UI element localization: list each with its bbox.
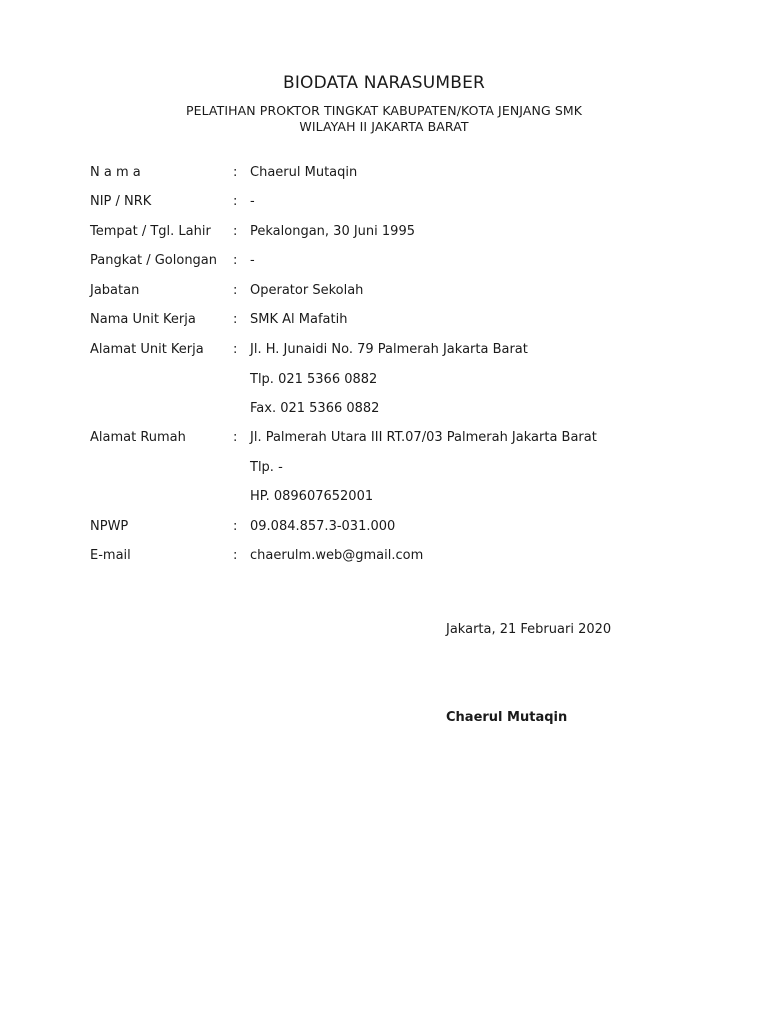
field-separator: : (233, 312, 238, 327)
field-label: NIP / NRK (90, 194, 152, 209)
field-value: - (250, 253, 255, 268)
field-separator: : (233, 548, 238, 563)
field-value: Tlp. 021 5366 0882 (250, 372, 378, 387)
field-label: Pangkat / Golongan (90, 253, 218, 268)
field-value: Pekalongan, 30 Juni 1995 (250, 224, 415, 239)
field-label: E-mail (90, 548, 131, 563)
field-label: NPWP (90, 519, 129, 534)
field-separator: : (233, 430, 238, 445)
document-subtitle-line2: WILAYAH II JAKARTA BARAT (299, 119, 469, 134)
field-value: Jl. H. Junaidi No. 79 Palmerah Jakarta Barat (250, 342, 528, 357)
field-separator: : (233, 519, 238, 534)
field-value: SMK Al Mafatih (250, 312, 348, 327)
field-value: 09.084.857.3-031.000 (250, 519, 396, 534)
field-label: Nama Unit Kerja (90, 312, 196, 327)
field-separator: : (233, 165, 238, 180)
signature-place-date: Jakarta, 21 Februari 2020 (446, 622, 612, 637)
field-separator: : (233, 342, 238, 357)
field-separator: : (233, 224, 238, 239)
field-value: - (250, 194, 255, 209)
field-value: Operator Sekolah (250, 283, 364, 298)
field-label: Alamat Rumah (90, 430, 186, 445)
document-title: BIODATA NARASUMBER (282, 73, 486, 93)
field-separator: : (233, 283, 238, 298)
field-value: Chaerul Mutaqin (250, 165, 358, 180)
field-label: Jabatan (90, 283, 140, 298)
field-label: N a m a (90, 165, 141, 180)
field-value: HP. 089607652001 (250, 489, 374, 504)
field-separator: : (233, 194, 238, 209)
field-value: chaerulm.web@gmail.com (250, 548, 424, 563)
field-label: Tempat / Tgl. Lahir (90, 224, 211, 239)
field-separator: : (233, 253, 238, 268)
field-value: Jl. Palmerah Utara III RT.07/03 Palmerah Jakarta Barat (250, 430, 597, 445)
signature-name: Chaerul Mutaqin (446, 710, 568, 725)
field-label: Alamat Unit Kerja (90, 342, 204, 357)
document-subtitle-line1: PELATIHAN PROKTOR TINGKAT KABUPATEN/KOTA JENJANG SMK (185, 103, 583, 118)
field-value: Fax. 021 5366 0882 (250, 401, 380, 416)
field-value: Tlp. - (250, 460, 283, 475)
